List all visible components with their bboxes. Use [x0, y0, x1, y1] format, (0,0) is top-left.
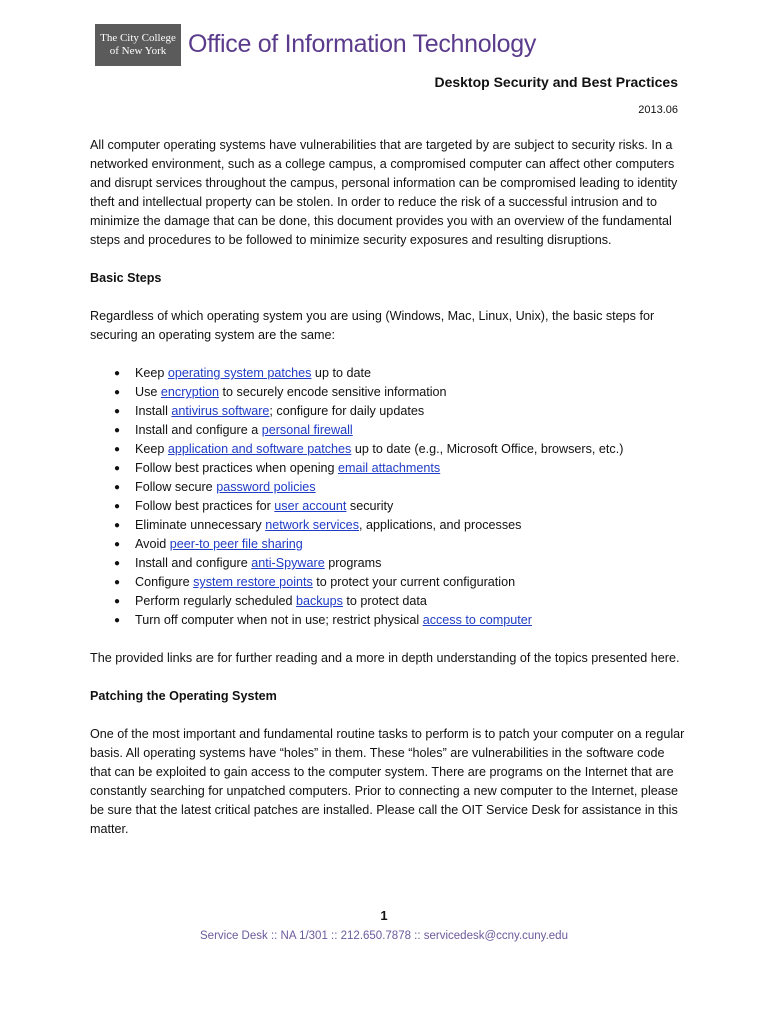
list-item [90, 573, 688, 592]
office-title: Office of Information Technology [188, 30, 537, 58]
list-item-text: security [346, 499, 394, 513]
list-item-text: Use [135, 385, 161, 399]
list-item [90, 554, 688, 573]
list-item-text: to protect data [342, 594, 427, 608]
bullet-icon: ● [114, 444, 121, 455]
document-title: Desktop Security and Best Practices [434, 74, 678, 90]
list-item-link[interactable]: antivirus software [171, 404, 270, 418]
bullet-icon: ● [114, 539, 121, 550]
basic-steps-heading: Basic Steps [90, 271, 162, 285]
bullet-icon: ● [114, 501, 121, 512]
patching-paragraph: One of the most important and fundamental routine tasks to perform is to patch your computer on a regular basis. All operating systems have “holes” in them. These “holes” are vulnerabilities in the software code that can be exploited to gain access to the computer system. There are programs on the Internet that are constantly searching for unpatched computers. Prior to connecting a new computer to the Internet, please be sure that the latest critical patches are installed. Please call the OIT Service Desk for assistance in this matter. [90, 727, 685, 836]
list-item-link[interactable]: backups [296, 594, 343, 608]
list-item-text: Follow best practices for [135, 499, 275, 513]
list-item [90, 478, 688, 497]
list-item-text: , applications, and processes [359, 518, 522, 532]
list-item-link[interactable]: system restore points [193, 575, 313, 589]
bullet-icon: ● [114, 615, 121, 626]
list-item-text: ; configure for daily updates [269, 404, 425, 418]
list-item-link[interactable]: access to computer [422, 613, 532, 627]
bullet-icon: ● [114, 596, 121, 607]
list-item-text: Install [135, 404, 172, 418]
list-item [90, 402, 688, 421]
ccny-logo [95, 24, 181, 66]
list-item-link[interactable]: operating system patches [167, 366, 312, 380]
list-item [90, 497, 688, 516]
list-item-text: programs [324, 556, 382, 570]
logo-line-1: The City College [100, 32, 176, 44]
list-item-link[interactable]: personal firewall [261, 423, 353, 437]
list-item-text: to securely encode sensitive information [219, 385, 447, 399]
list-item-text: up to date (e.g., Microsoft Office, browsers, etc.) [351, 442, 624, 456]
list-item-link[interactable]: email attachments [338, 461, 441, 475]
bullet-icon: ● [114, 520, 121, 531]
bullet-icon: ● [114, 482, 121, 493]
bullet-icon: ● [114, 577, 121, 588]
basic-steps-intro: Regardless of which operating system you are using (Windows, Mac, Linux, Unix), the basic steps for securing an operating system are the same: [90, 309, 655, 342]
bullet-icon: ● [114, 425, 121, 436]
list-item [90, 516, 688, 535]
bullet-icon: ● [114, 558, 121, 569]
list-item-text: Perform regularly scheduled [135, 594, 296, 608]
list-item-link[interactable]: network services [265, 518, 359, 532]
bullet-icon: ● [114, 406, 121, 417]
list-item [90, 459, 688, 478]
list-item [90, 611, 688, 630]
list-item-text: Configure [135, 575, 194, 589]
list-item-link[interactable]: peer-to peer file sharing [169, 537, 303, 551]
list-item [90, 440, 688, 459]
bullet-icon: ● [114, 368, 121, 379]
list-item-text: Turn off computer when not in use; restrict physical [135, 613, 423, 627]
document-date: 2013.06 [638, 104, 678, 116]
list-item [90, 364, 688, 383]
links-note: The provided links are for further reading and a more in depth understanding of the topics presented here. [90, 651, 680, 665]
list-item-text: Keep [135, 442, 168, 456]
list-item-text: Follow secure [135, 480, 217, 494]
list-item-link[interactable]: encryption [160, 385, 220, 399]
list-item-text: Follow best practices when opening [135, 461, 339, 475]
list-item-text: to protect your current configuration [312, 575, 516, 589]
list-item-text: Eliminate unnecessary [135, 518, 266, 532]
basic-steps-list [90, 364, 688, 630]
footer-contact: Service Desk :: NA 1/301 :: 212.650.7878 :: servicedesk@ccny.cuny.edu [200, 930, 568, 942]
list-item-link[interactable]: user account [274, 499, 347, 513]
bullet-icon: ● [114, 463, 121, 474]
list-item [90, 535, 688, 554]
page-number: 1 [380, 908, 388, 923]
logo-line-2: of New York [109, 45, 167, 57]
patching-heading: Patching the Operating System [90, 689, 277, 703]
bullet-icon: ● [114, 387, 121, 398]
list-item-link[interactable]: password policies [216, 480, 316, 494]
list-item [90, 421, 688, 440]
list-item [90, 592, 688, 611]
list-item-text: Keep [135, 366, 168, 380]
list-item [90, 383, 688, 402]
document-body [90, 136, 688, 839]
list-item-text: Avoid [135, 537, 170, 551]
list-item-text: up to date [311, 366, 371, 380]
intro-paragraph: All computer operating systems have vulnerabilities that are targeted by are subject to security risks. In a networked environment, such as a college campus, a compromised computer can affect other computers and disrupt services throughout the campus, personal information can be compromised leading to identity theft and intellectual property can be stolen. In order to reduce the risk of a successful intrusion and to minimize the damage that can be done, this document provides you with an overview of the fundamental steps and procedures to be followed to minimize security exposures and resulting disruptions. [90, 138, 678, 247]
list-item-text: Install and configure [135, 556, 252, 570]
list-item-link[interactable]: anti-Spyware [251, 556, 325, 570]
list-item-text: Install and configure a [135, 423, 262, 437]
list-item-link[interactable]: application and software patches [167, 442, 352, 456]
